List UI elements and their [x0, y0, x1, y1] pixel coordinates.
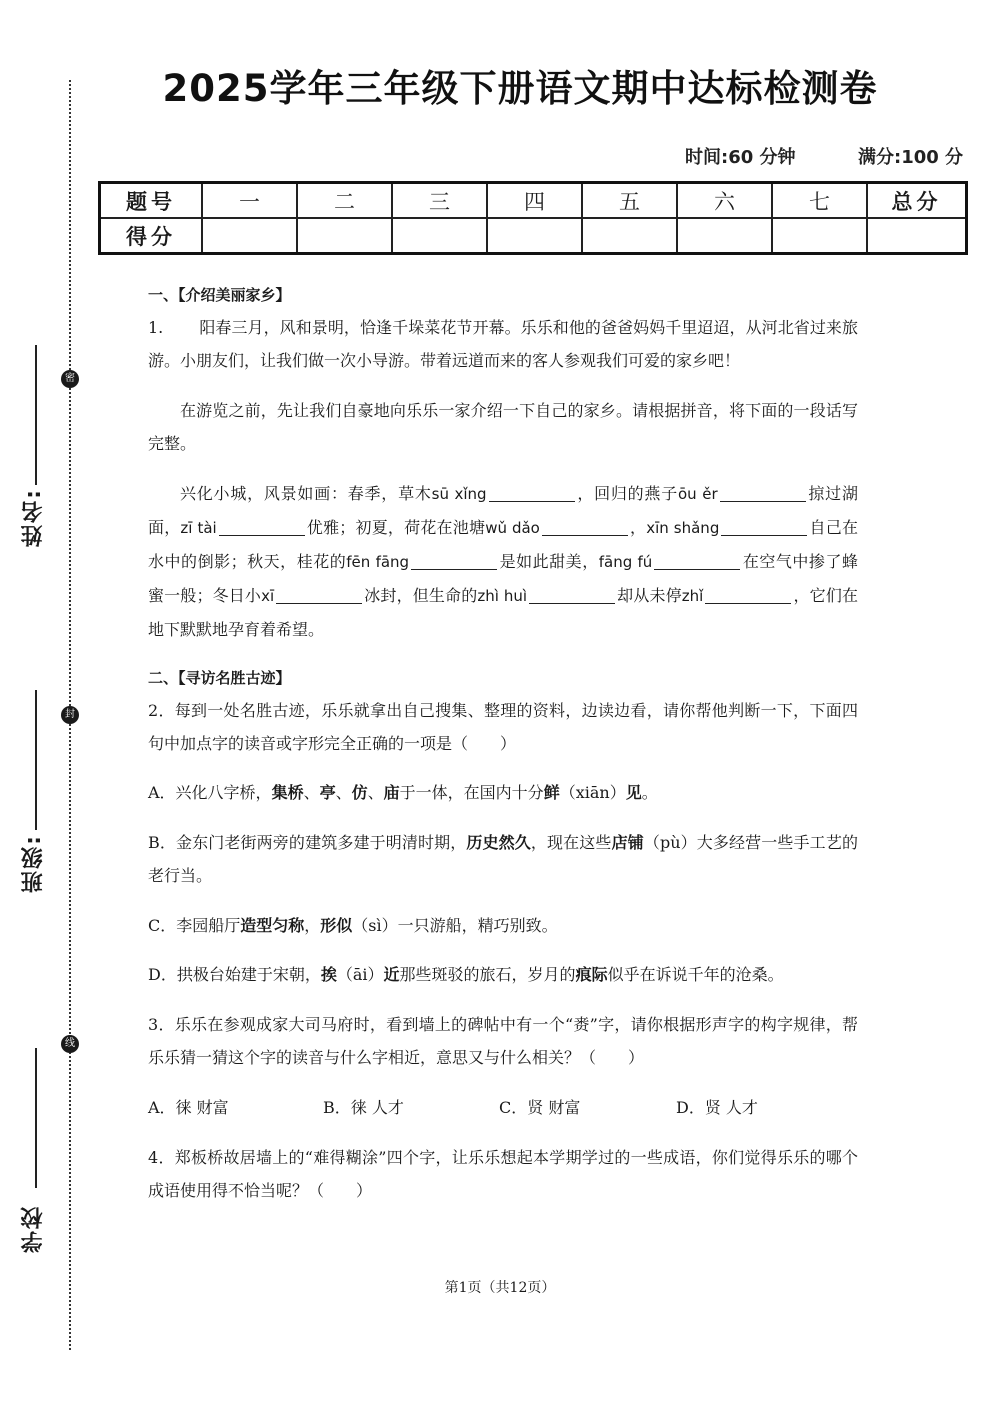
seal-mark-feng: 封 [61, 706, 79, 724]
pinyin-hint: xī [261, 587, 275, 605]
fill-blank[interactable] [411, 553, 497, 570]
option-text: （sì）一只游船，精巧别致。 [352, 916, 558, 935]
score-table-header-row [100, 183, 967, 219]
fill-text: 是如此甜美， [499, 552, 599, 571]
fill-blank[interactable] [705, 587, 791, 604]
school-label: 学校 [21, 1205, 46, 1253]
pinyin-hint: fēn fāng [346, 553, 410, 571]
option-text: 、 [367, 783, 384, 802]
fill-blank[interactable] [720, 485, 806, 502]
dotted-chars: 仿 [351, 783, 368, 802]
score-cell[interactable] [867, 218, 967, 254]
dotted-chars: 近 [383, 965, 400, 984]
question-1-number: 1. [148, 318, 164, 337]
dotted-chars: 集桥 [271, 783, 304, 802]
fill-blank[interactable] [654, 553, 740, 570]
option-text: 那些斑驳的旅石，岁月的 [399, 965, 576, 984]
page-title: 2025学年三年级下册语文期中达标检测卷 [162, 67, 878, 110]
fill-text: 优雅；初夏，荷花在池塘 [306, 518, 486, 537]
class-label: 班级: [21, 834, 46, 893]
score-cell[interactable] [202, 218, 297, 254]
fill-text: 兴化小城，风景如画：春季，草木 [180, 484, 432, 503]
seal-mark-mi: 密 [61, 370, 79, 388]
fill-text: ，它们在地下默默地孕育着希望。 [148, 586, 858, 639]
option-text: （pù）大多经营一些手工艺的老行当。 [148, 833, 858, 885]
question-1-text: 阳春三月，风和景明，恰逢千垛菜花节开幕。乐乐和他的爸爸妈妈千里迢迢，从河北省过来旅游。小朋友们，让我们做一次小导游。带着远道而来的客人参观我们可爱的家乡吧！ [148, 318, 858, 370]
question-3-option-d[interactable]: D．贤 人才 [676, 1098, 758, 1117]
question-1-instruction: 在游览之前，先让我们自豪地向乐乐一家介绍一下自己的家乡。请根据拼音，将下面的一段话写完整。 [148, 401, 858, 453]
full-score: 满分:100 分 [858, 147, 964, 168]
question-1-intro [148, 311, 858, 377]
fill-text: 掠过湖面， [148, 484, 858, 537]
option-text: 似乎在诉说千年的沧桑。 [607, 965, 784, 984]
name-field-line[interactable] [35, 345, 37, 485]
pinyin-hint: fāng fú [598, 553, 653, 571]
exam-time: 时间:60 分钟 [685, 147, 796, 168]
option-text: 。 [641, 783, 658, 802]
section-2-heading: 二、【寻访名胜古迹】 [148, 669, 291, 687]
dotted-chars: 痕际 [575, 965, 608, 984]
fill-text: 在空气中掺了蜂蜜一般；冬日小 [148, 552, 858, 605]
question-2-option-b[interactable] [148, 826, 858, 892]
dotted-chars: 鲜 [543, 783, 560, 802]
option-text: ，现在这些 [530, 833, 612, 852]
option-text: （xiān） [559, 783, 626, 802]
fill-blank[interactable] [276, 587, 362, 604]
score-header-cell: 五 [582, 183, 677, 219]
option-text: C．李园船厅 [148, 916, 241, 935]
score-cell[interactable] [392, 218, 487, 254]
dotted-chars: 历史然久 [466, 833, 531, 852]
fill-blank[interactable] [489, 485, 575, 502]
score-header-cell: 二 [297, 183, 392, 219]
score-header-cell: 总分 [867, 183, 967, 219]
dotted-chars: 挨 [320, 965, 337, 984]
score-header-cell: 四 [487, 183, 582, 219]
question-3-text: 3．乐乐在参观成家大司马府时，看到墙上的碑帖中有一个“赉”字，请你根据形声字的构字规律，帮乐乐猜一猜这个字的读音与什么字相近，意思又与什么相关？（ ） [148, 1015, 858, 1067]
pinyin-hint: ōu ěr [678, 485, 718, 503]
option-text: A．兴化八字桥， [148, 783, 272, 802]
score-header-cell: 三 [392, 183, 487, 219]
question-3-option-c[interactable]: C．贤 财富 [499, 1098, 581, 1117]
option-text: 、 [303, 783, 320, 802]
score-header-cell: 七 [772, 183, 867, 219]
dotted-chars: 庙 [383, 783, 400, 802]
question-3-option-a[interactable]: A．徕 财富 [148, 1098, 229, 1117]
name-label: 姓名: [21, 488, 46, 547]
fill-blank[interactable] [529, 587, 615, 604]
score-row-label: 得分 [100, 218, 203, 254]
question-2-text: 2．每到一处名胜古迹，乐乐就拿出自己搜集、整理的资料，边读边看，请你帮他判断一下，下面四句中加点字的读音或字形完全正确的一项是（ ） [148, 701, 858, 753]
question-2-option-c[interactable] [148, 909, 858, 942]
pinyin-hint: zhì huì [477, 587, 528, 605]
fill-blank[interactable] [219, 519, 305, 536]
pinyin-hint: xīn shǎng [646, 519, 720, 537]
fill-text: ， [629, 518, 647, 537]
page-footer: 第1页（共12页） [444, 1280, 556, 1296]
fill-text: 却从未停 [617, 586, 682, 605]
option-text: B．金东门老街两旁的建筑多建于明清时期， [148, 833, 467, 852]
score-table [98, 181, 968, 255]
option-text: 、 [335, 783, 352, 802]
fill-blank[interactable] [721, 519, 807, 536]
question-2-option-d[interactable] [148, 958, 858, 991]
option-text: （āi） [336, 965, 384, 984]
question-3-option-b[interactable]: B．徕 人才 [323, 1098, 404, 1117]
dotted-chars: 店铺 [611, 833, 644, 852]
pinyin-fill-paragraph [148, 477, 858, 647]
score-header-cell: 题号 [100, 183, 203, 219]
pinyin-hint: zhǐ [681, 587, 704, 605]
pinyin-hint: wǔ dǎo [485, 519, 540, 537]
school-field-line[interactable] [35, 1048, 37, 1188]
fill-text: ，回归的燕子 [576, 484, 678, 503]
score-cell[interactable] [772, 218, 867, 254]
seal-mark-xian: 线 [61, 1035, 79, 1053]
score-cell[interactable] [297, 218, 392, 254]
dotted-chars: 见 [625, 783, 642, 802]
fill-blank[interactable] [542, 519, 628, 536]
score-cell[interactable] [487, 218, 582, 254]
score-cell[interactable] [582, 218, 677, 254]
score-cell[interactable] [677, 218, 772, 254]
pinyin-hint: sū xǐng [431, 485, 487, 503]
class-field-line[interactable] [35, 690, 37, 830]
dotted-chars: 形似 [320, 916, 353, 935]
score-header-cell: 一 [202, 183, 297, 219]
question-4-text: 4．郑板桥故居墙上的“难得糊涂”四个字，让乐乐想起本学期学过的一些成语，你们觉得乐乐的哪个成语使用得不恰当呢？（ ） [148, 1148, 858, 1200]
score-table-score-row [100, 218, 967, 254]
fill-text: 冰封，但生命的 [364, 586, 478, 605]
question-2-option-a[interactable] [148, 776, 858, 809]
fill-text: 自己在水中的倒影；秋天，桂花的 [148, 518, 858, 571]
pinyin-hint: zī tài [180, 519, 217, 537]
option-text: 于一体，在国内十分 [399, 783, 544, 802]
option-text: D．拱极台始建于宋朝， [148, 965, 321, 984]
dotted-chars: 造型匀称 [240, 916, 305, 935]
dotted-chars: 亭 [319, 783, 336, 802]
score-header-cell: 六 [677, 183, 772, 219]
option-text: ， [304, 916, 321, 935]
section-1-heading: 一、【介绍美丽家乡】 [148, 286, 291, 304]
